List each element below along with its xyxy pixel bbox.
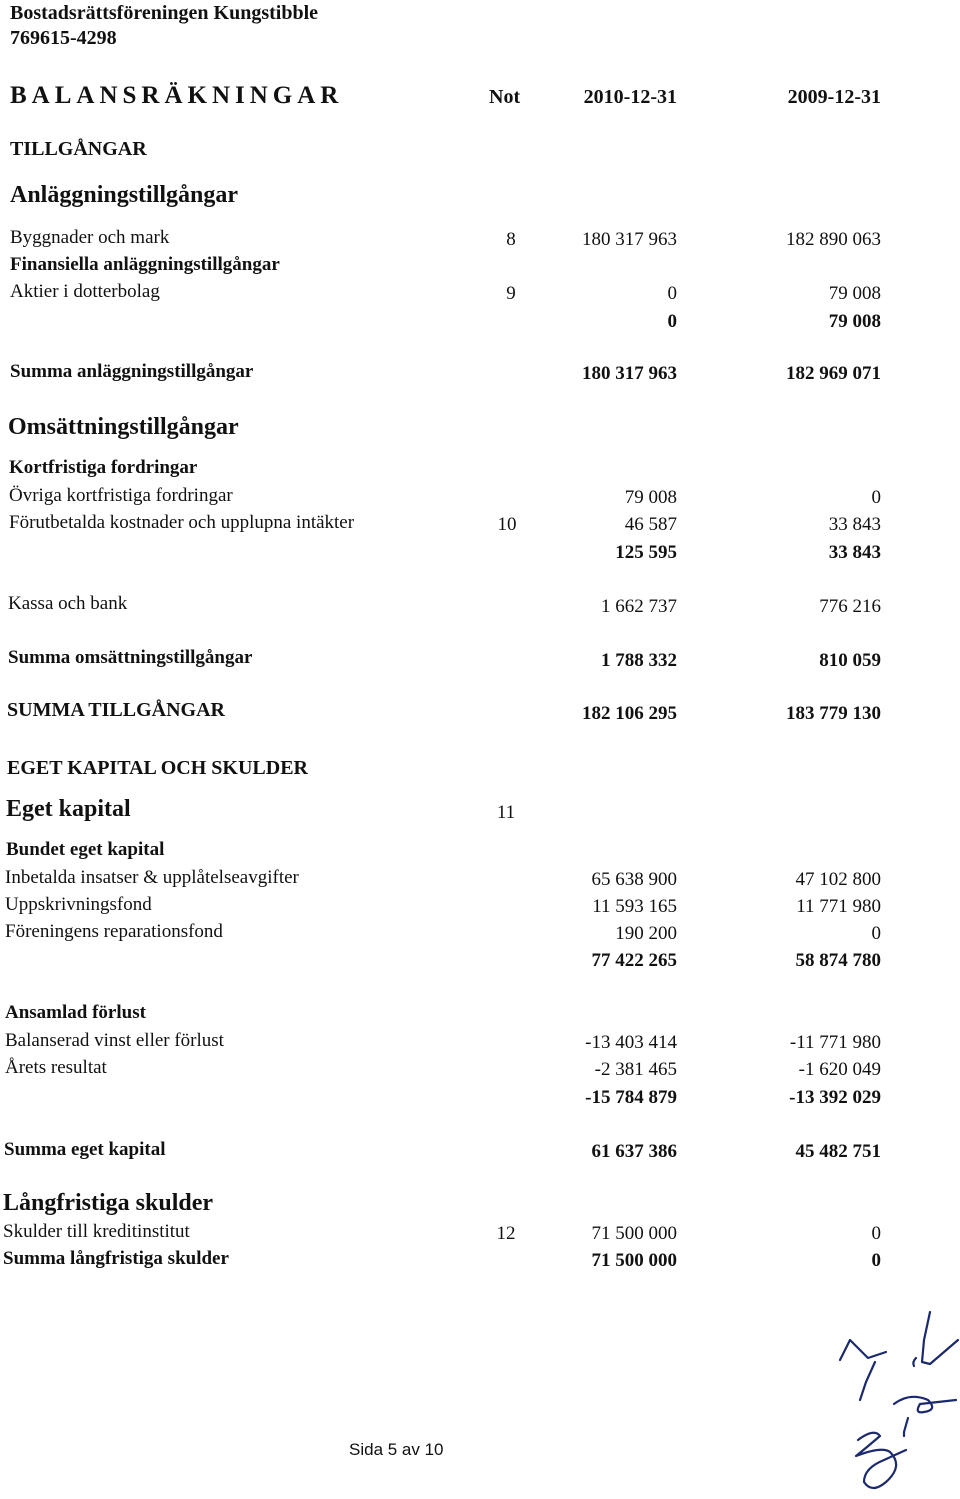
handwritten-initials-signature <box>820 1300 960 1499</box>
section-heading-assets: TILLGÅNGAR <box>10 138 147 160</box>
value-2009: 79 008 <box>828 283 881 304</box>
value-2009: -1 620 049 <box>798 1059 881 1080</box>
value-2009: 0 <box>871 487 881 508</box>
value-2010: 182 106 295 <box>582 703 677 724</box>
value-2009: 182 969 071 <box>786 363 881 384</box>
value-2009: 33 843 <box>828 514 881 535</box>
column-header-2010: 2010-12-31 <box>583 86 677 108</box>
organization-name: Bostadsrättsföreningen Kungstibble <box>10 2 319 24</box>
value-2009: 0 <box>871 1223 881 1244</box>
value-2009: -11 771 980 <box>789 1032 881 1053</box>
value-2010: 79 008 <box>624 487 677 508</box>
group-heading-financial-assets: Finansiella anläggningstillgångar <box>10 254 280 275</box>
row-label: Byggnader och mark <box>10 227 170 248</box>
organization-number: 769615-4298 <box>10 27 117 49</box>
column-header-2009: 2009-12-31 <box>787 86 881 108</box>
value-2010: 61 637 386 <box>591 1141 677 1162</box>
row-label: Förutbetalda kostnader och upplupna intäkter <box>9 512 355 533</box>
value-2010: 11 593 165 <box>592 896 677 917</box>
row-label: Summa långfristiga skulder <box>3 1248 229 1269</box>
row-label: Kassa och bank <box>8 593 128 614</box>
row-label: Aktier i dotterbolag <box>10 281 160 302</box>
page-number: Sida 5 av 10 <box>349 1440 444 1459</box>
row-label: Inbetalda insatser & upplåtelseavgifter <box>5 867 299 888</box>
subsection-heading-equity: Eget kapital <box>6 796 131 822</box>
section-heading-equity-liabilities: EGET KAPITAL OCH SKULDER <box>7 757 308 779</box>
value-2010: 1 788 332 <box>601 650 677 671</box>
value-2010: -13 403 414 <box>585 1032 677 1053</box>
row-label: Övriga kortfristiga fordringar <box>9 485 233 506</box>
subsection-heading-fixed-assets: Anläggningstillgångar <box>10 182 239 208</box>
subsection-heading-long-term-liabilities: Långfristiga skulder <box>3 1190 214 1216</box>
row-label: Summa omsättningstillgångar <box>8 647 253 668</box>
value-2009: 0 <box>871 1250 881 1271</box>
value-2010: -15 784 879 <box>585 1087 677 1108</box>
value-2010: 77 422 265 <box>591 950 677 971</box>
value-2009: 33 843 <box>828 542 881 563</box>
page-title: BALANSRÄKNINGAR <box>10 82 344 109</box>
row-label: SUMMA TILLGÅNGAR <box>7 699 225 721</box>
value-2010: 180 317 963 <box>582 229 677 250</box>
row-label: Skulder till kreditinstitut <box>3 1221 190 1242</box>
value-2009: -13 392 029 <box>789 1087 881 1108</box>
value-2010: 125 595 <box>615 542 677 563</box>
value-2010: 71 500 000 <box>591 1250 677 1271</box>
value-2010: 71 500 000 <box>591 1223 677 1244</box>
row-label: Summa eget kapital <box>4 1139 166 1160</box>
row-label: Årets resultat <box>5 1057 107 1078</box>
value-2010: 46 587 <box>624 514 677 535</box>
value-2010: 65 638 900 <box>591 869 677 890</box>
value-2010: 190 200 <box>615 923 677 944</box>
value-2010: -2 381 465 <box>594 1059 677 1080</box>
row-label: Balanserad vinst eller förlust <box>5 1030 224 1051</box>
value-2009: 11 771 980 <box>796 896 881 917</box>
value-2009: 183 779 130 <box>786 703 881 724</box>
value-2009: 0 <box>871 923 881 944</box>
group-heading-accumulated-loss: Ansamlad förlust <box>5 1002 146 1023</box>
subsection-heading-current-assets: Omsättningstillgångar <box>8 414 239 440</box>
note-ref: 10 <box>497 514 517 535</box>
group-heading-short-term-receivables: Kortfristiga fordringar <box>9 457 198 478</box>
row-label: Föreningens reparationsfond <box>5 921 223 942</box>
value-2009: 47 102 800 <box>795 869 881 890</box>
group-heading-restricted-equity: Bundet eget kapital <box>6 839 165 860</box>
note-ref-equity: 11 <box>496 802 516 823</box>
value-2010: 0 <box>667 311 677 332</box>
note-ref: 9 <box>506 283 516 304</box>
value-2010: 1 662 737 <box>601 596 677 617</box>
value-2010: 180 317 963 <box>582 363 677 384</box>
value-2009: 58 874 780 <box>795 950 881 971</box>
value-2009: 45 482 751 <box>795 1141 881 1162</box>
row-label: Summa anläggningstillgångar <box>10 361 254 382</box>
row-label: Uppskrivningsfond <box>5 894 152 915</box>
note-ref: 8 <box>506 229 516 250</box>
value-2009: 79 008 <box>828 311 881 332</box>
value-2010: 0 <box>667 283 677 304</box>
value-2009: 776 216 <box>819 596 881 617</box>
value-2009: 810 059 <box>819 650 881 671</box>
not-column-header: Not <box>489 86 521 108</box>
value-2009: 182 890 063 <box>786 229 881 250</box>
note-ref: 12 <box>496 1223 516 1244</box>
